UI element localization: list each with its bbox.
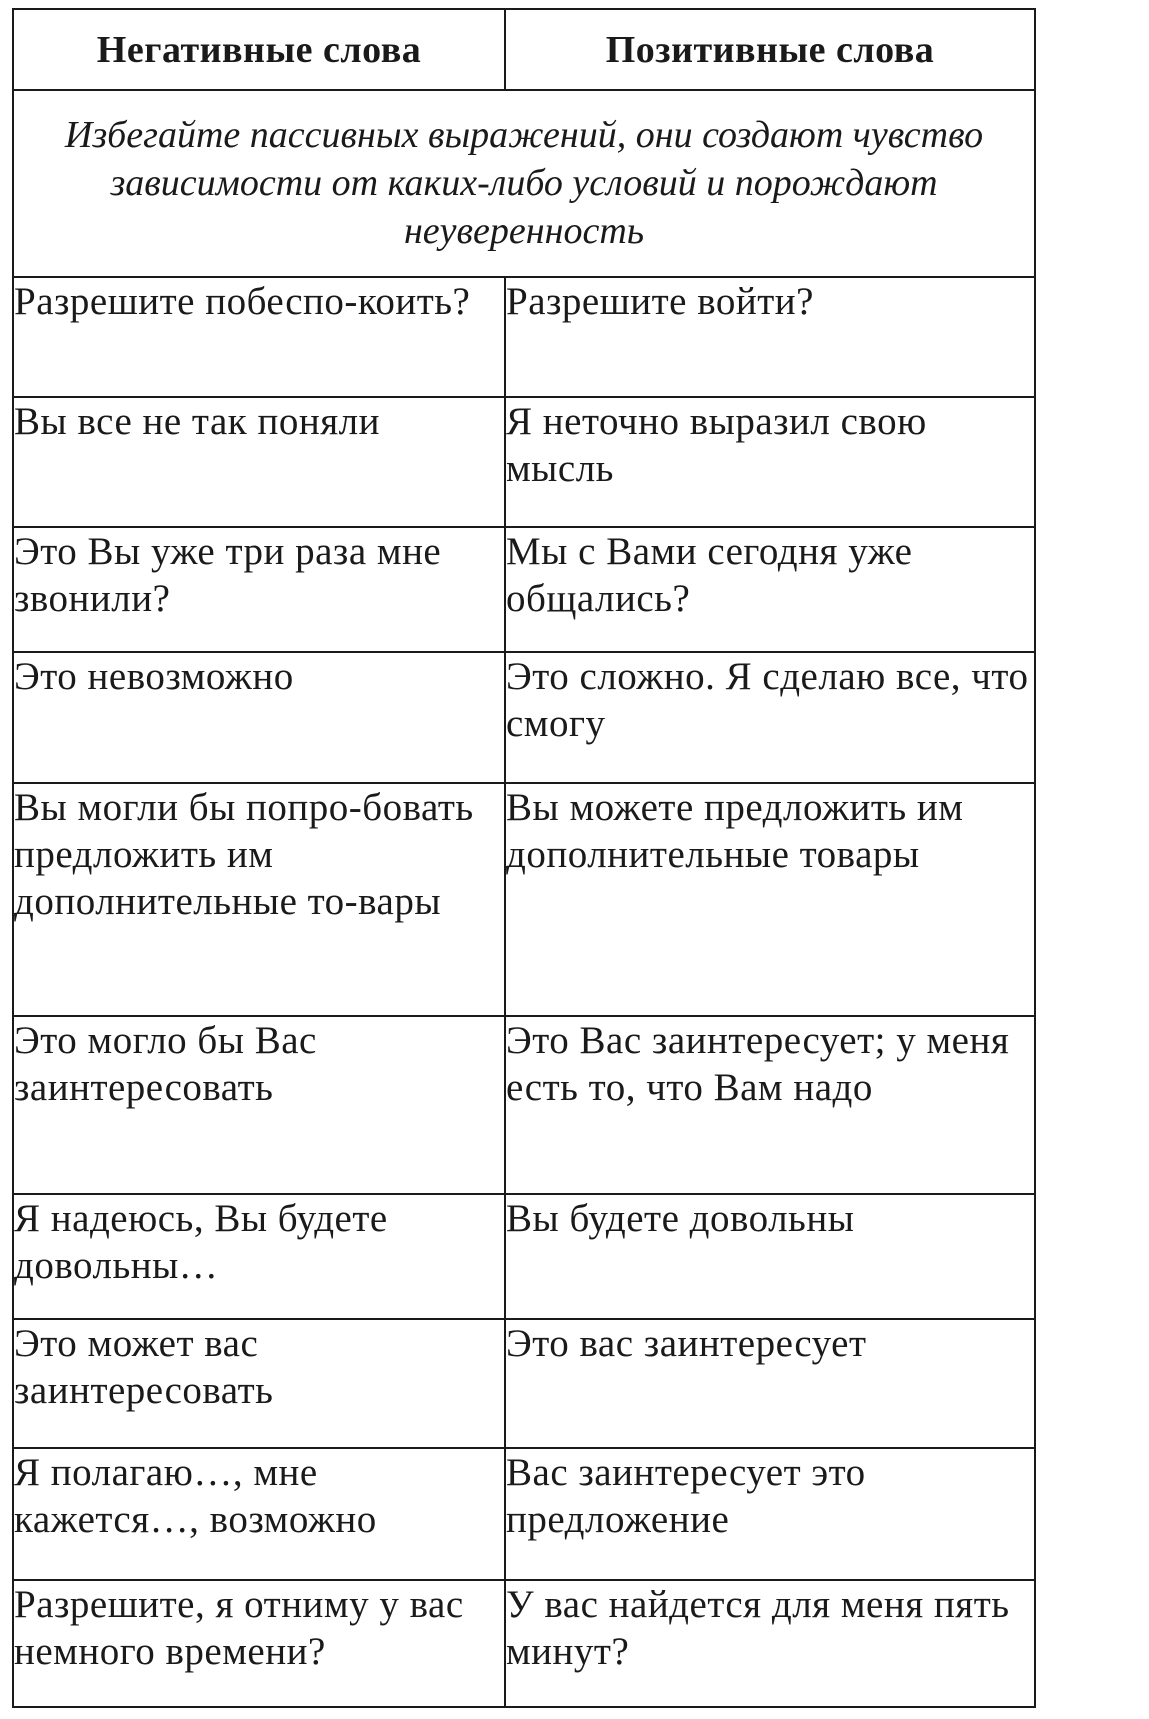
table-row: [14, 397, 1034, 526]
negative-phrase: Это невозможно: [14, 652, 505, 784]
table-row: [14, 1448, 1034, 1580]
positive-phrase: Вас заинтересует это предложение: [505, 1448, 1034, 1580]
positive-phrase: Это вас заинтересует: [505, 1319, 1034, 1448]
table-row: [14, 1319, 1034, 1448]
positive-phrase: У вас найдется для меня пять минут?: [505, 1580, 1034, 1706]
negative-phrase: Вы все не так поняли: [14, 397, 505, 526]
positive-words-header: Позитивные слова: [505, 10, 1034, 90]
positive-phrase: Я неточно выразил свою мысль: [505, 397, 1034, 526]
positive-phrase: Это сложно. Я сделаю все, что смогу: [505, 652, 1034, 784]
phrases-table-frame: [12, 8, 1036, 1708]
header-row: [14, 10, 1034, 90]
negative-phrase: Я полагаю…, мне кажется…, возможно: [14, 1448, 505, 1580]
phrases-table: [14, 10, 1034, 1706]
positive-phrase: Разрешите войти?: [505, 277, 1034, 398]
table-row: [14, 1194, 1034, 1319]
table-row: [14, 783, 1034, 1016]
positive-phrase: Вы будете довольны: [505, 1194, 1034, 1319]
negative-words-header: Негативные слова: [14, 10, 505, 90]
negative-phrase: Это может вас заинтересовать: [14, 1319, 505, 1448]
table-row: [14, 277, 1034, 398]
table-row: [14, 1016, 1034, 1194]
negative-phrase: Это могло бы Вас заинтересовать: [14, 1016, 505, 1194]
positive-phrase: Мы с Вами сегодня уже общались?: [505, 527, 1034, 652]
negative-phrase: Это Вы уже три раза мне звонили?: [14, 527, 505, 652]
positive-phrase: Это Вас заинтересует; у меня есть то, что Вам надо: [505, 1016, 1034, 1194]
positive-phrase: Вы можете предложить им дополнительные товары: [505, 783, 1034, 1016]
note-row: [14, 90, 1034, 276]
negative-phrase: Разрешите, я отниму у вас немного времени?: [14, 1580, 505, 1706]
negative-phrase: Разрешите побеспо-коить?: [14, 277, 505, 398]
negative-phrase: Вы могли бы попро-бовать предложить им дополнительные то-вары: [14, 783, 505, 1016]
negative-phrase: Я надеюсь, Вы будете довольны…: [14, 1194, 505, 1319]
table-row: [14, 652, 1034, 784]
table-row: [14, 1580, 1034, 1706]
passive-expressions-note: Избегайте пассивных выражений, они создают чувство зависимости от каких-либо условий и порождают неуверенность: [14, 90, 1034, 276]
table-row: [14, 527, 1034, 652]
